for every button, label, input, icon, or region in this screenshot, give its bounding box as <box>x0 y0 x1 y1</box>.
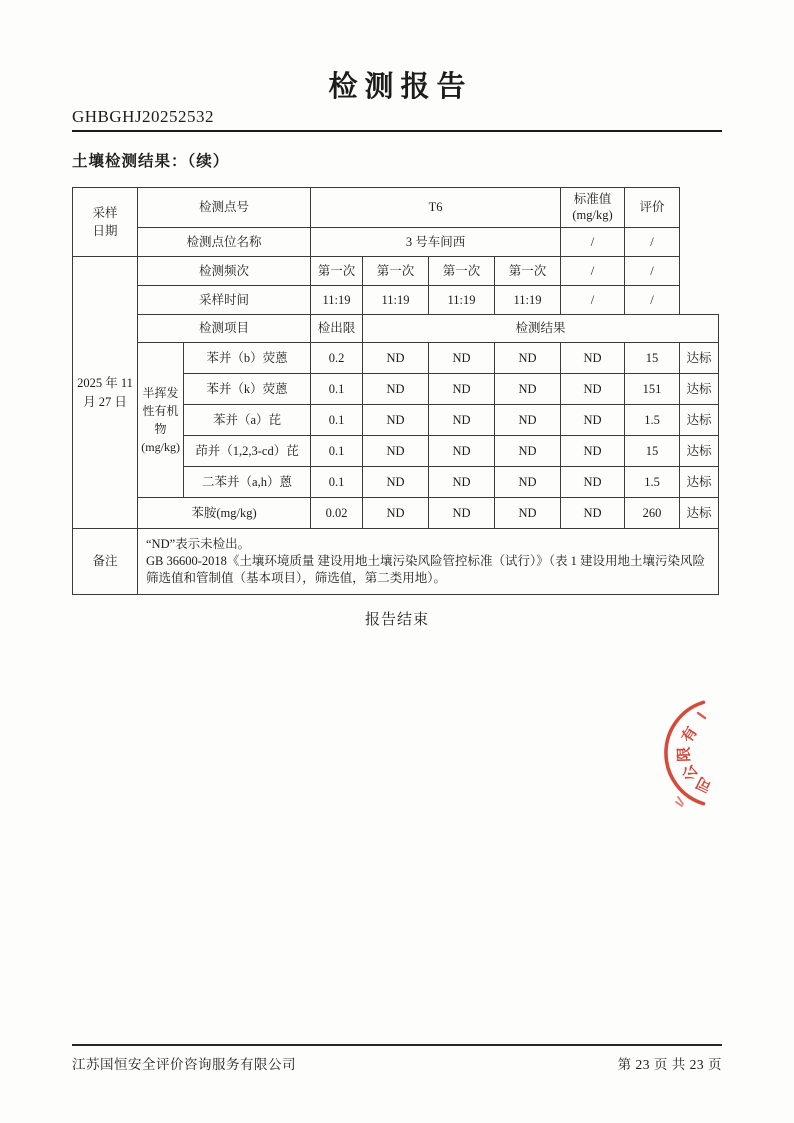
slash-cell: / <box>625 257 680 286</box>
table-row <box>73 188 719 228</box>
result-cell: ND <box>495 405 561 436</box>
result-cell: ND <box>429 405 495 436</box>
limit-cell: 0.1 <box>311 374 363 405</box>
report-number-row <box>72 107 722 132</box>
slash-cell: / <box>561 228 625 257</box>
limit-cell: 0.02 <box>311 498 363 529</box>
eval-cell: 达标 <box>680 498 719 529</box>
standard-cell: 15 <box>625 343 680 374</box>
point-no-label-cell: 检测点号 <box>138 188 311 228</box>
result-cell: ND <box>561 498 625 529</box>
table-row <box>73 286 719 315</box>
result-cell: ND <box>429 374 495 405</box>
table-row <box>73 529 719 595</box>
item-cell: 苯并（k）荧蒽 <box>184 374 311 405</box>
result-cell: ND <box>495 374 561 405</box>
standard-cell: 151 <box>625 374 680 405</box>
standard-header-cell: 标准值 (mg/kg) <box>561 188 625 228</box>
result-cell: ND <box>429 467 495 498</box>
time-cell: 11:19 <box>311 286 363 315</box>
section-title: 土壤检测结果：（续） <box>72 153 230 170</box>
result-cell: ND <box>561 343 625 374</box>
slash-cell: / <box>625 228 680 257</box>
slash-cell: / <box>561 257 625 286</box>
result-cell: ND <box>363 343 429 374</box>
point-no-value-cell: T6 <box>311 188 561 228</box>
results-table <box>72 187 719 595</box>
freq-cell: 第一次 <box>495 257 561 286</box>
result-cell: ND <box>561 374 625 405</box>
result-cell: ND <box>561 467 625 498</box>
standard-cell: 1.5 <box>625 467 680 498</box>
seal-char: 公 <box>679 761 702 783</box>
result-cell: ND <box>363 498 429 529</box>
result-cell: ND <box>561 436 625 467</box>
footer-page-info: 第 23 页 共 23 页 <box>617 1057 722 1072</box>
item-cell: 二苯并（a,h）蒽 <box>184 467 311 498</box>
freq-cell: 第一次 <box>311 257 363 286</box>
standard-cell: 260 <box>625 498 680 529</box>
point-name-label-cell: 检测点位名称 <box>138 228 311 257</box>
result-cell: ND <box>363 467 429 498</box>
limit-cell: 0.2 <box>311 343 363 374</box>
eval-header-cell: 评价 <box>625 188 680 228</box>
item-group-cell: 半挥发性有机物 (mg/kg) <box>138 343 184 498</box>
result-cell: ND <box>495 343 561 374</box>
seal-fragment <box>698 713 705 718</box>
result-cell: ND <box>495 436 561 467</box>
table-row <box>73 498 719 529</box>
point-name-value-cell: 3 号车间西 <box>311 228 561 257</box>
time-cell: 11:19 <box>363 286 429 315</box>
eval-cell: 达标 <box>680 405 719 436</box>
eval-cell: 达标 <box>680 436 719 467</box>
table-row <box>73 343 719 374</box>
eval-cell: 达标 <box>680 467 719 498</box>
result-cell: ND <box>495 467 561 498</box>
remark-content-cell <box>138 529 719 595</box>
item-cell: 苯胺(mg/kg) <box>138 498 311 529</box>
slash-cell: / <box>625 286 680 315</box>
page-footer <box>72 1044 722 1073</box>
standard-cell: 1.5 <box>625 405 680 436</box>
seal-fragment <box>676 797 683 806</box>
eval-cell: 达标 <box>680 343 719 374</box>
item-cell: 茚并（1,2,3-cd）芘 <box>184 436 311 467</box>
time-cell: 11:19 <box>429 286 495 315</box>
remark-line: “ND”表示未检出。 <box>146 537 251 552</box>
result-label-cell: 检测结果 <box>363 315 719 343</box>
item-cell: 苯并（a）芘 <box>184 405 311 436</box>
limit-cell: 0.1 <box>311 467 363 498</box>
result-cell: ND <box>363 374 429 405</box>
standard-cell: 15 <box>625 436 680 467</box>
time-cell: 11:19 <box>495 286 561 315</box>
limit-label-cell: 检出限 <box>311 315 363 343</box>
company-seal-stamp <box>645 682 794 832</box>
item-label-cell: 检测项目 <box>138 315 311 343</box>
report-end-text: 报告结束 <box>364 612 429 628</box>
result-cell: ND <box>363 436 429 467</box>
result-cell: ND <box>495 498 561 529</box>
limit-cell: 0.1 <box>311 436 363 467</box>
table-row <box>73 228 719 257</box>
page-title: 检测报告 <box>328 71 473 103</box>
item-cell: 苯并（b）荧蒽 <box>184 343 311 374</box>
seal-char: 限 <box>676 746 694 762</box>
time-label-cell: 采样时间 <box>138 286 311 315</box>
remark-label-cell: 备注 <box>73 529 138 595</box>
freq-label-cell: 检测频次 <box>138 257 311 286</box>
freq-cell: 第一次 <box>429 257 495 286</box>
sample-date-header-cell: 采样日期 <box>73 188 138 257</box>
result-cell: ND <box>561 405 625 436</box>
seal-char: 有 <box>679 724 701 746</box>
result-cell: ND <box>429 343 495 374</box>
table-row <box>73 257 719 286</box>
sample-date-value-cell: 2025 年 11 月 27 日 <box>73 257 138 529</box>
report-number: GHBGHJ20252532 <box>72 107 215 126</box>
result-cell: ND <box>363 405 429 436</box>
result-cell: ND <box>429 436 495 467</box>
table-row <box>73 315 719 343</box>
footer-company: 江苏国恒安全评价咨询服务有限公司 <box>72 1057 296 1072</box>
remark-line: GB 36600-2018《土壤环境质量 建设用地土壤污染风险管控标准（试行）》（表 1 建设用地土壤污染风险筛选值和管制值（基本项目），筛选值，第二类用地）。 <box>146 554 706 585</box>
limit-cell: 0.1 <box>311 405 363 436</box>
seal-char: 司 <box>693 773 715 795</box>
result-cell: ND <box>429 498 495 529</box>
eval-cell: 达标 <box>680 374 719 405</box>
slash-cell: / <box>561 286 625 315</box>
freq-cell: 第一次 <box>363 257 429 286</box>
